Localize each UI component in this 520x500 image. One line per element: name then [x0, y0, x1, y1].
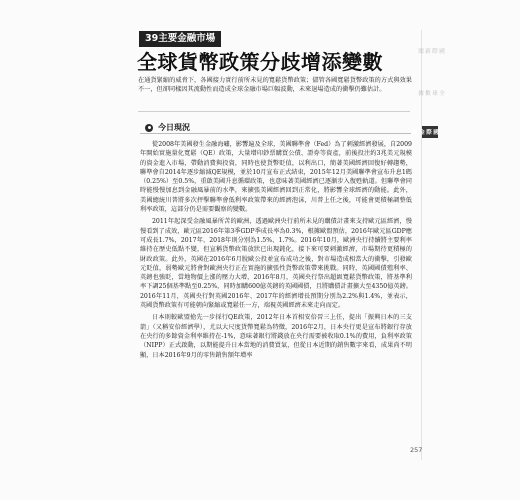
page-title: 全球貨幣政策分歧增添變數 — [137, 50, 383, 74]
side-tab-active: 國際金融 — [422, 126, 438, 138]
section-heading — [145, 122, 190, 133]
side-tab-1: 國際新聞 — [417, 48, 444, 54]
body-paragraph-3: 日本則較歐盟搶先一步採行QE政策，2012年日本首相安倍晉三上任，提出「振興日本的三支箭」（又稱安倍經濟學），尤以大尺度貨幣寬鬆為特徵，2016年2月，日本央行更是宣布將銀行存放在央行的多餘資金利率維持在-1%，意味著銀行將錢放在央行需要被收取0.1%的費用，負利率政策（NIPP）正式啟動，以期能提升日本當地的消費買氣，但從日本近期的銷售數字來看，成果尚不明顯，日本2016年9月的零售銷售額年增率 — [140, 314, 412, 359]
body-text — [140, 140, 412, 363]
lead-paragraph: 在通貨緊縮的威脅下，各國接力實行前所未見的寬鬆貨幣政策；儘管各國寬鬆貨幣政策的方式與效果不一，但卻同樣因其流動性而造成全球金融市場巨幅波動，未來退場造成的衝擊仍難估計。 — [138, 77, 412, 94]
section-rule — [140, 133, 411, 134]
section-label: 今日現況 — [158, 123, 190, 132]
lead-divider — [138, 111, 410, 112]
body-paragraph-1: 從2008年美國發生金融海嘯，影響遍及全球，美國聯準會（Fed）為了刺激經濟發展，自2009年開始實施量化寬鬆（QE）政策，大量增印鈔票購買公債、證券等資產，前後投注約3兆美元規模的資金進入市場，帶動消費與投資，同時也使貨幣貶值，以利出口，簡著美國經濟回復好轉趨勢，聯準會自2014年逐步縮減QE規模，並於10月宣布正式結束，2015年12月美國聯準會宣布升息1碼（0.25%）至0.5%，重啟美國升息循環政策，也意味著美國經濟已逐漸步入復甦軌道。但聯準會同時能慢慢加息到金融風暴前的水準，來擴張美國經濟回到正常化，將影響全球經濟的動能。此外，美國總統川普將多次抨擊聯準會低利率政策帶來的經濟泡沫，川普上任之後，可能會更積極調整低利率政策，這部分仍是需要觀察的變數。 — [140, 141, 412, 214]
circle-bullet-icon — [145, 124, 153, 132]
page-number: 257 — [410, 446, 423, 454]
body-paragraph-2: 2011年起深受金融風暴所苦的歐洲，透過歐洲央行前所未見的購債計畫來支持歐元區經濟，慢慢看到了成效，歐元區2016年第3季GDP季成長率為0.3%，根據歐盟預估，2016年歐元區GDP應可成長1.7%，2017年、2018年則分別為1.5%、1.7%。2016年10月，歐洲央行持續將主要利率維持在歷史低點不變，但宣稱貨幣政策放狀已出現鈍化，接下來可要刺激經濟，市場期待更積極的財政政策。此外，英國在2016年6月脫歐公投並宣布成功之後，對市場造成相當大的衝擊，引發歐元貶值，弱勢歐元將會對歐洲央行正在實施的擴張性貨幣政策帶來挑戰。同時，英國國債殖利率、英鎊也強貶，當地物價上漲的壓力大增，2016年8月，英國央行祭出超級寬鬆貨幣政策，將基準利率下調25個基準點至0.25%，同時加購600億英鎊的英國國債，且將購債計畫擴大至4350億英鎊。2016年11月，英國央行對英國2016年、2017年的經濟增長預期分別為2.2%與1.4%，並表示，英國貨幣政策有可能朝向緊縮或寬鬆任一方，端視英國經濟未來走向而定。 — [140, 218, 412, 310]
side-tab-2: 全球數據 — [417, 90, 444, 96]
chapter-tag: 39主要金融市場 — [139, 31, 221, 47]
